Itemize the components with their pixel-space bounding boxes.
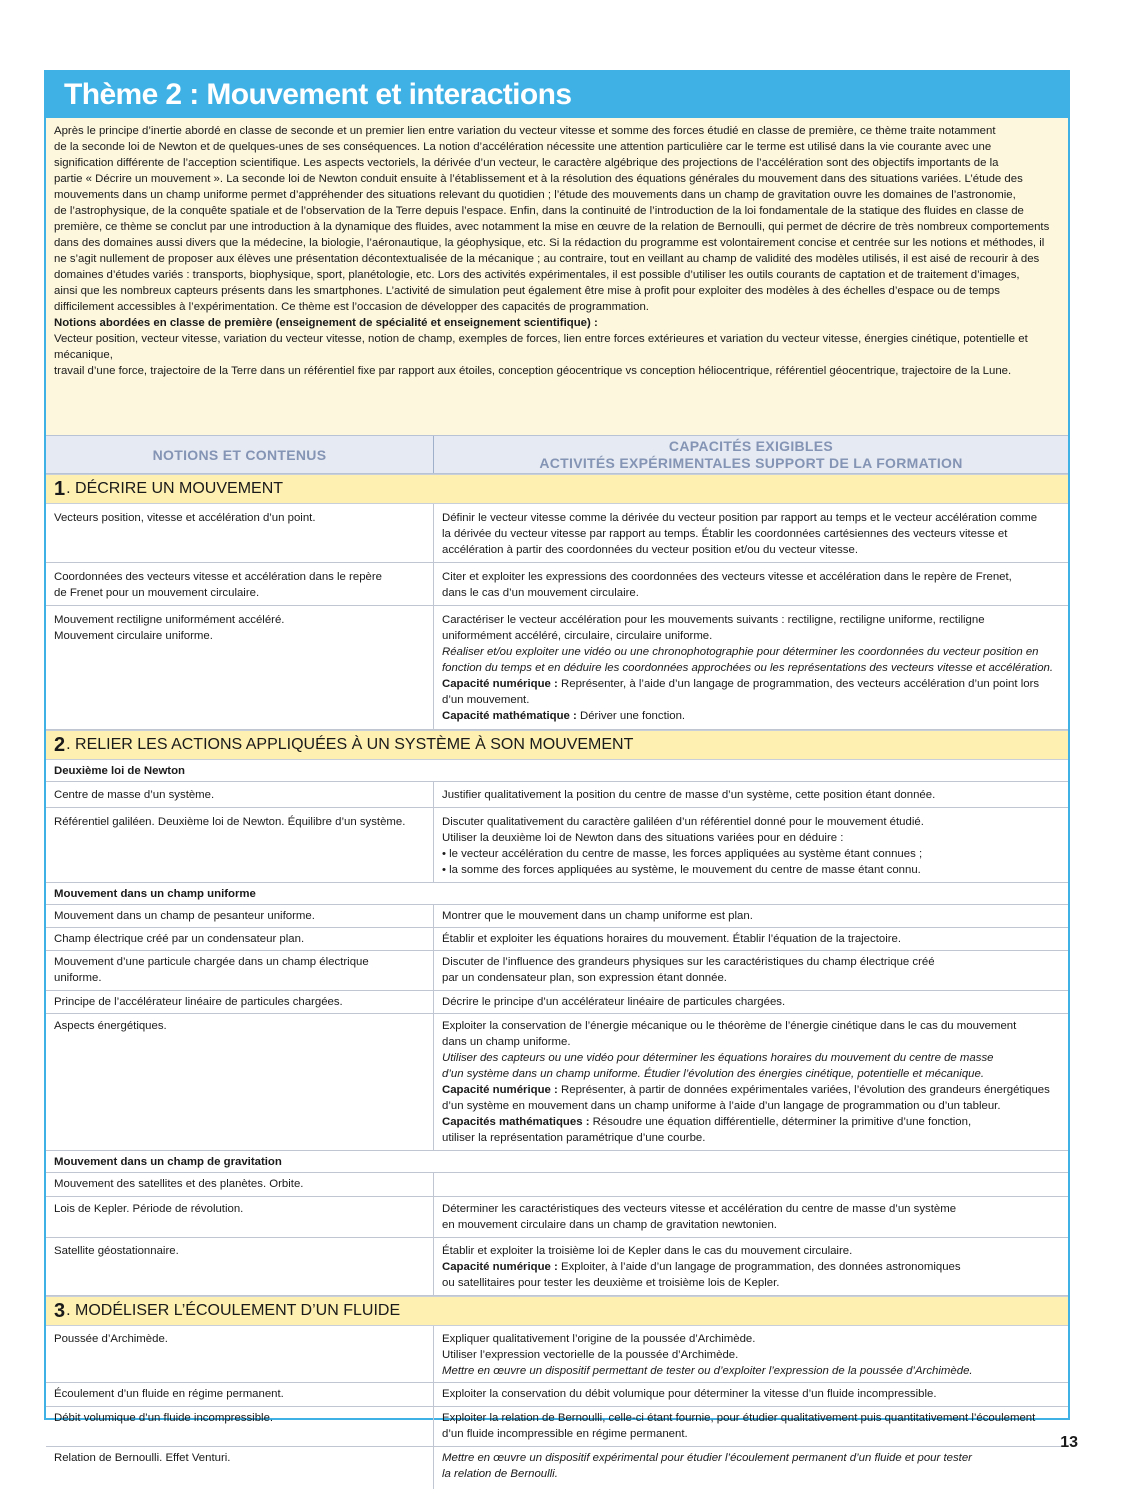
table-row [46, 928, 1068, 951]
capacite-numerique-text: Exploiter, à l’aide d’un langage de programmation, des données astronomiques [557, 1261, 961, 1273]
table-row [46, 808, 1068, 883]
capacite-text: Décrire le principe d’un accélérateur linéaire de particules chargées. [442, 996, 786, 1008]
table-row [46, 1238, 1068, 1296]
section-1-heading [46, 474, 1068, 504]
notion-text: uniforme. [54, 972, 102, 984]
notion-text: Centre de masse d’un système. [54, 789, 215, 801]
notion-text: Mouvement des satellites et des planètes. Orbite. [54, 1178, 304, 1190]
capacite-text: Caractériser le vecteur accélération pour les mouvements suivants : rectiligne, rectiligne uniforme, rectiligne [442, 614, 985, 626]
notion-text: Écoulement d’un fluide en régime permanent. [54, 1388, 284, 1400]
intro-line: partie « Décrire un mouvement ». La seconde loi de Newton conduit ensuite à l’établissement et à la résolution des équations générales du mouvement dans des situations variées. L’étude des [54, 173, 1023, 185]
activite-text: fonction du temps et en déduire les coordonnées approchées ou les représentations des vecteurs vitesse et accélération. [442, 662, 1054, 674]
notion-text: Poussée d’Archimède. [54, 1333, 168, 1345]
activite-text: Réaliser et/ou exploiter une vidéo ou une chronophotographie pour déterminer les coordonnées du vecteur position en [442, 646, 1039, 658]
capacite-text: en mouvement circulaire dans un champ de gravitation newtonien. [442, 1219, 777, 1231]
column-capacites [434, 436, 1068, 473]
capacite-text: • le vecteur accélération du centre de masse, les forces appliquées au système étant connues ; [442, 848, 923, 860]
capacite-text: Expliquer qualitativement l’origine de la poussée d’Archimède. [442, 1333, 756, 1345]
column-capacites-line2: ACTIVITÉS EXPÉRIMENTALES SUPPORT DE LA FORMATION [539, 455, 963, 471]
notion-text: Satellite géostationnaire. [54, 1245, 179, 1257]
intro-line: ne s’agit nullement de proposer aux élèves une présentation décontextualisée de la mécanique ; au contraire, tout en veillant au champ de validité des modèles utilisés, il est aisé de recourir à des [54, 253, 1040, 265]
theme-title: Thème 2 : Mouvement et interactions [46, 72, 1068, 118]
section-number: 2 [54, 733, 66, 756]
intro-line: ainsi que les nombreux capteurs présents dans les smartphones. L’activité de simulation peut également être mise à profit pour exploiter des modèles à des échelles d’espace ou de temps [54, 285, 1000, 297]
intro-line: difficilement accessibles à l’expérimentation. Ce thème est l’occasion de développer des capacités de programmation. [54, 301, 649, 313]
activite-text: d’un système dans un champ uniforme. Étudier l’évolution des énergies cinétique, potentielle et mécanique. [442, 1068, 985, 1080]
notions-line: Vecteur position, vecteur vitesse, variation du vecteur vitesse, notion de champ, exemples de forces, lien entre forces extérieures et variation du vecteur vitesse, énergies cinétique, potentielle et mécanique, [54, 333, 1028, 361]
subsection-heading: Mouvement dans un champ de gravitation [46, 1151, 1068, 1173]
intro-line: dans des domaines aussi divers que la médecine, la biologie, l’aéronautique, la géophysique, etc. Si la rédaction du programme est volontairement concise et centrée sur les notions et méthodes, il [54, 237, 1045, 249]
capacite-text: Citer et exploiter les expressions des coordonnées des vecteurs vitesse et accélération dans le repère de Frenet, [442, 571, 1012, 583]
capacite-text: d’un fluide incompressible en régime permanent. [442, 1428, 688, 1440]
capacite-text: dans le cas d’un mouvement circulaire. [442, 587, 639, 599]
subsection-heading: Deuxième loi de Newton [46, 760, 1068, 782]
section-title: . RELIER LES ACTIONS APPLIQUÉES À UN SYSTÈME À SON MOUVEMENT [66, 736, 634, 753]
section-3-heading [46, 1296, 1068, 1326]
table-row [46, 1326, 1068, 1383]
capacite-text: • la somme des forces appliquées au système, le mouvement du centre de masse étant connu. [442, 864, 921, 876]
notion-text: Mouvement circulaire uniforme. [54, 630, 213, 642]
capacite-text: dans un champ uniforme. [442, 1036, 571, 1048]
capacite-mathematique-text: utiliser la représentation paramétrique d’une courbe. [442, 1132, 706, 1144]
notion-text: Vecteurs position, vitesse et accélération d’un point. [54, 512, 316, 524]
table-row [46, 1197, 1068, 1238]
capacite-numerique-label: Capacité numérique : [442, 678, 558, 690]
capacite-mathematique-label: Capacité mathématique : [442, 710, 577, 722]
capacite-text: Exploiter la conservation du débit volumique pour déterminer la vitesse d’un fluide incompressible. [442, 1388, 937, 1400]
capacite-text: Définir le vecteur vitesse comme la dérivée du vecteur position par rapport au temps et le vecteur accélération comme [442, 512, 1038, 524]
notion-text: Relation de Bernoulli. Effet Venturi. [54, 1452, 231, 1464]
capacite-numerique-text: d’un mouvement. [442, 694, 530, 706]
capacite-text: Établir et exploiter les équations horaires du mouvement. Établir l’équation de la trajectoire. [442, 933, 902, 945]
table-row [46, 951, 1068, 991]
columns-header [46, 436, 1068, 474]
activite-text: Utiliser des capteurs ou une vidéo pour déterminer les équations horaires du mouvement du centre de masse [442, 1052, 994, 1064]
notion-text: Coordonnées des vecteurs vitesse et accélération dans le repère [54, 571, 382, 583]
capacite-text: Discuter de l’influence des grandeurs physiques sur les caractéristiques du champ électrique créé [442, 956, 935, 968]
intro-line: de la seconde loi de Newton et de quelques-unes de ses conséquences. La notion d’accélération nécessite une attention particulière car le terme est utilisé dans la vie courante avec une [54, 141, 992, 153]
table-row [46, 1447, 1068, 1489]
notion-text: Principe de l’accélérateur linéaire de particules chargées. [54, 996, 343, 1008]
section-title: . DÉCRIRE UN MOUVEMENT [66, 480, 284, 497]
capacite-text: uniformément accéléré, circulaire, circulaire uniforme. [442, 630, 713, 642]
capacite-numerique-text: ou satellitaires pour tester les deuxième et troisième lois de Kepler. [442, 1277, 780, 1289]
column-capacites-line1: CAPACITÉS EXIGIBLES [668, 438, 834, 454]
notion-text: Champ électrique créé par un condensateur plan. [54, 933, 305, 945]
notion-text: de Frenet pour un mouvement circulaire. [54, 587, 260, 599]
capacite-text: Déterminer les caractéristiques des vecteurs vitesse et accélération du centre de masse d’un système [442, 1203, 957, 1215]
intro-line: domaines d’études variés : transports, biophysique, sport, planétologie, etc. Lors des activités expérimentales, il est possible d’utiliser les outils courants de captation et de traitement d’images, [54, 269, 1020, 281]
section-title: . MODÉLISER L’ÉCOULEMENT D’UN FLUIDE [66, 1302, 401, 1319]
capacite-numerique-label: Capacité numérique : [442, 1261, 558, 1273]
column-notions: NOTIONS ET CONTENUS [46, 436, 434, 473]
intro-line: Après le principe d’inertie abordé en classe de seconde et un premier lien entre variation du vecteur vitesse et somme des forces étudié en classe de première, ce thème traite notamment [54, 125, 996, 137]
capacite-numerique-text: d’un système en mouvement dans un champ uniforme à l’aide d’un langage de programmation ou d’un tableur. [442, 1100, 1001, 1112]
intro-line: première, ce thème se conclut par une introduction à la dynamique des fluides, avec notamment la mise en œuvre de la relation de Bernoulli, qui permet de décrire de très nombreux comportements [54, 221, 1050, 233]
table-row [46, 1383, 1068, 1407]
activite-text: Mettre en œuvre un dispositif permettant de tester ou d’exploiter l’expression de la poussée d’Archimède. [442, 1365, 973, 1377]
section-number: 3 [54, 1299, 66, 1322]
table-row [46, 1407, 1068, 1447]
capacite-text: Utiliser l’expression vectorielle de la poussée d’Archimède. [442, 1349, 739, 1361]
intro-line: de l’astrophysique, de la conquête spatiale et de l’observation de la Terre depuis l’espace. Enfin, dans la continuité de l’introduction de la loi fondamentale de la statique des fluides en classe de [54, 205, 1024, 217]
table-row [46, 782, 1068, 808]
activite-text: Mettre en œuvre un dispositif expérimental pour étudier l’écoulement permanent d’un fluide et pour tester [442, 1452, 972, 1464]
capacite-text: Discuter qualitativement du caractère galiléen d’un référentiel donné pour le mouvement étudié. [442, 816, 924, 828]
notion-text: Débit volumique d’un fluide incompressible. [54, 1412, 274, 1424]
table-row [46, 504, 1068, 563]
capacite-text: la dérivée du vecteur vitesse par rapport au temps. Établir les coordonnées cartésiennes des vecteurs vitesse et [442, 528, 1008, 540]
notion-text: Lois de Kepler. Période de révolution. [54, 1203, 244, 1215]
intro-line: signification différente de l’acception scientifique. Les aspects vectoriels, la dérivée d’un vecteur, le caractère algébrique des projections de l’accélération sont des objectifs importants de la [54, 157, 999, 169]
table-row [46, 905, 1068, 928]
theme-intro [46, 118, 1068, 436]
capacite-numerique-text: Représenter, à partir de données expérimentales variées, l’évolution des grandeurs énergétiques [557, 1084, 1050, 1096]
section-number: 1 [54, 477, 66, 500]
section-2-heading [46, 730, 1068, 760]
capacite-text: Établir et exploiter la troisième loi de Kepler dans le cas du mouvement circulaire. [442, 1245, 853, 1257]
capacite-text: Utiliser la deuxième loi de Newton dans des situations variées pour en déduire : [442, 832, 844, 844]
notion-text: Mouvement dans un champ de pesanteur uniforme. [54, 910, 315, 922]
capacite-text: Exploiter la relation de Bernoulli, celle-ci étant fournie, pour étudier qualitativement puis quantitativement l’écoulement [442, 1412, 1036, 1424]
table-row [46, 606, 1068, 730]
capacite-text: Montrer que le mouvement dans un champ uniforme est plan. [442, 910, 753, 922]
capacite-text: accélération à partir des coordonnées du vecteur position et/ou du vecteur vitesse. [442, 544, 859, 556]
capacite-numerique-text: Représenter, à l’aide d’un langage de programmation, des vecteurs accélération d’un point lors [557, 678, 1040, 690]
table-row [46, 563, 1068, 606]
capacite-text: par un condensateur plan, son expression étant donnée. [442, 972, 727, 984]
notion-text: Mouvement d’une particule chargée dans un champ électrique [54, 956, 369, 968]
notions-heading: Notions abordées en classe de première (enseignement de spécialité et enseignement scientifique) : [54, 317, 598, 329]
capacite-mathematique-text: Résoudre une équation différentielle, déterminer la primitive d’une fonction, [589, 1116, 972, 1128]
notion-text: Aspects énergétiques. [54, 1020, 167, 1032]
page-number: 13 [1060, 1434, 1078, 1451]
capacite-mathematique-label: Capacités mathématiques : [442, 1116, 590, 1128]
activite-text: la relation de Bernoulli. [442, 1468, 558, 1480]
capacite-mathematique-text: Dériver une fonction. [576, 710, 686, 722]
table-row [46, 991, 1068, 1014]
intro-line: mouvements dans un champ uniforme permet d’appréhender des situations relevant du quotidien ; l’étude des mouvements dans un champ de gravitation ouvre les domaines de l’astronomie, [54, 189, 1016, 201]
notion-text: Référentiel galiléen. Deuxième loi de Newton. Équilibre d’un système. [54, 816, 406, 828]
notions-line: travail d’une force, trajectoire de la Terre dans un référentiel fixe par rapport aux étoiles, conception géocentrique vs conception héliocentrique, référentiel géocentrique, trajectoire de la Lune. [54, 365, 1012, 377]
subsection-heading: Mouvement dans un champ uniforme [46, 883, 1068, 905]
notion-text: Mouvement rectiligne uniformément accéléré. [54, 614, 285, 626]
capacite-numerique-label: Capacité numérique : [442, 1084, 558, 1096]
capacite-text: Justifier qualitativement la position du centre de masse d’un système, cette position étant donnée. [442, 789, 936, 801]
table-row [46, 1014, 1068, 1151]
table-row [46, 1173, 1068, 1197]
capacite-text: Exploiter la conservation de l’énergie mécanique ou le théorème de l’énergie cinétique dans le cas du mouvement [442, 1020, 1017, 1032]
